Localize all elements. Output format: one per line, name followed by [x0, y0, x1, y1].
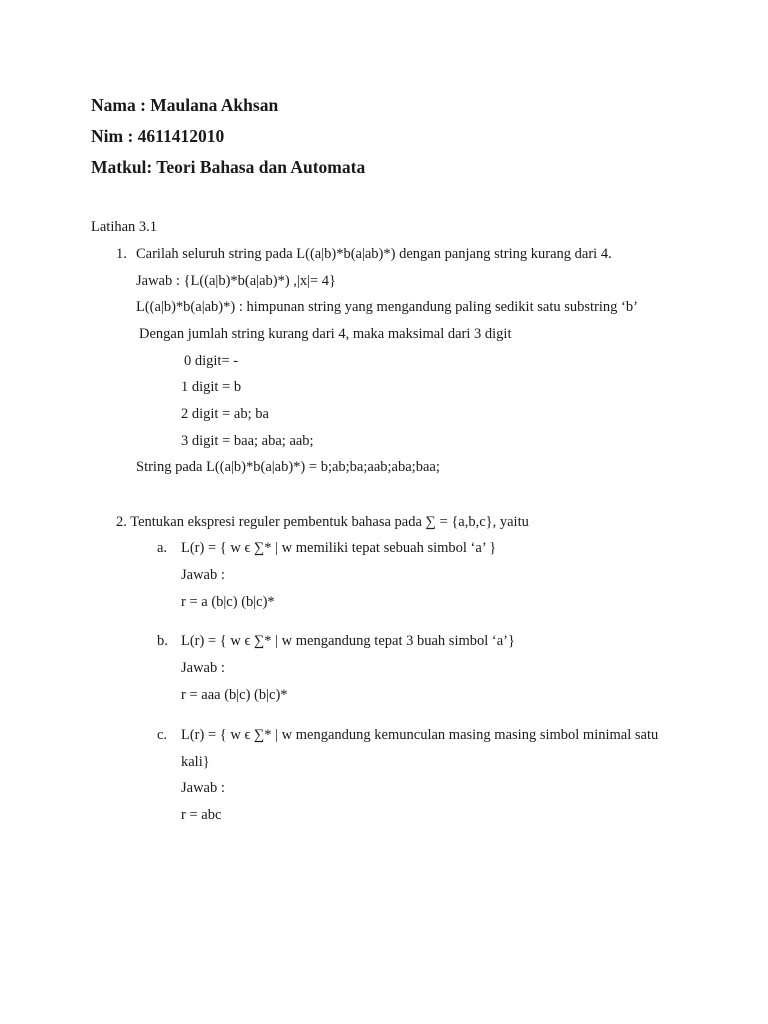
student-name: Nama : Maulana Akhsan	[91, 95, 279, 115]
q2b-answer: r = aaa (b|c) (b|c)*	[181, 687, 288, 703]
q2c-jawab: Jawab :	[181, 780, 225, 796]
q1-explanation: L((a|b)*b(a|ab)*) : himpunan string yang mengandung paling sedikit satu substring ‘b’	[136, 299, 638, 315]
course-name: Matkul: Teori Bahasa dan Automata	[91, 157, 366, 177]
q2b-jawab: Jawab :	[181, 660, 225, 676]
q2c-text: L(r) = { w ϵ ∑* | w mengandung kemunculan masing masing simbol minimal satu	[181, 727, 659, 743]
q1-question: Carilah seluruh string pada L((a|b)*b(a|ab)*) dengan panjang string kurang dari 4.	[136, 246, 612, 262]
q2a-answer: r = a (b|c) (b|c)*	[181, 594, 275, 610]
q2a-text: L(r) = { w ϵ ∑* | w memiliki tepat sebuah simbol ‘a’ }	[181, 540, 497, 556]
q2-intro: 2. Tentukan ekspresi reguler pembentuk bahasa pada ∑ = {a,b,c}, yaitu	[116, 514, 529, 530]
q1-digit-1: 1 digit = b	[181, 379, 242, 395]
q1-digit-2: 2 digit = ab; ba	[181, 406, 269, 422]
q2c-label: c.	[157, 727, 168, 743]
student-nim: Nim : 4611412010	[91, 126, 225, 146]
q1-number: 1.	[116, 246, 127, 262]
q2a-jawab: Jawab :	[181, 567, 225, 583]
q2b-label: b.	[157, 633, 168, 649]
q2c-answer: r = abc	[181, 807, 222, 823]
q2c-text-2: kali}	[181, 754, 210, 770]
q1-explanation-2: Dengan jumlah string kurang dari 4, maka maksimal dari 3 digit	[139, 326, 512, 342]
q1-digit-3: 3 digit = baa; aba; aab;	[181, 433, 314, 449]
section-title: Latihan 3.1	[91, 219, 158, 235]
q2a-label: a.	[157, 540, 168, 556]
q1-jawab: Jawab : {L((a|b)*b(a|ab)*) ,|x|= 4}	[136, 273, 336, 289]
q1-digit-0: 0 digit= -	[184, 353, 239, 369]
q2b-text: L(r) = { w ϵ ∑* | w mengandung tepat 3 buah simbol ‘a’}	[181, 633, 515, 649]
q1-result: String pada L((a|b)*b(a|ab)*) = b;ab;ba;aab;aba;baa;	[136, 459, 440, 475]
